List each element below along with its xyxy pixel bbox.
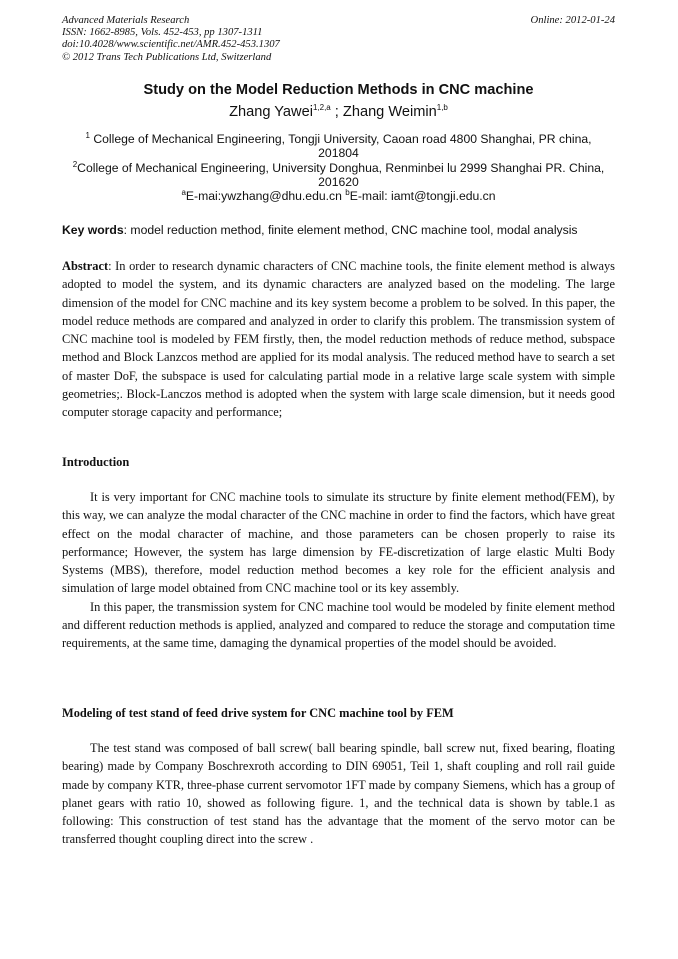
introduction-paragraph-1: It is very important for CNC machine tools to simulate its structure by finite element method(FEM), by this way, we can analyze the modal character of the CNC machine in order to find the factors, which have great effect on the modal character of machine, and those parameters can be chosen properly to raise its performance; However, the system has large dimension by FE-discretization of large elastic Multi Body Systems (MBS), therefore, model reduction method becomes a key role for the efficient analysis and simulation of large model obtained from CNC machine tool or its key assembly. — [62, 490, 615, 596]
author-1: Zhang Yawei — [229, 104, 313, 120]
keywords — [62, 223, 615, 237]
aff1-mark: 1 — [85, 130, 90, 140]
affiliation-2 — [62, 159, 615, 190]
modeling-paragraph-1: The test stand was composed of ball screw( ball bearing spindle, ball screw nut, fixed bearing, floating bearing) made by Company Boschrexroth according to DIN 69051, Teil 1, shaft coupling and roll rail guide made by company KTR, three-phase current servomotor 1FT made by company Siemens, which has a group of planet gears with ratio 10, showed as following figure. 1, and the technical data is shown by table.1 as following: This construction of test stand has the advantage that the moment of the servo motor can be transferred thought coupling direct into the screw . — [62, 741, 615, 847]
affiliation-1 — [62, 130, 615, 161]
aff1-line2: 201804 — [318, 145, 359, 160]
author-separator: ; — [330, 104, 343, 120]
email-b-mark: b — [345, 187, 350, 197]
online-date: Online: 2012-01-24 — [530, 15, 615, 26]
introduction-paragraph-2: In this paper, the transmission system for CNC machine tool would be modeled by finite element method and different reduction methods is applied, analyzed and compared to reduce the storage and computation time requirements, at the same time, damaging the dynamical properties of the model should be avoided. — [62, 599, 615, 651]
author-2-sup: 1,b — [436, 103, 448, 113]
abstract — [62, 257, 615, 421]
author-line — [62, 104, 615, 120]
aff2-line1: College of Mechanical Engineering, University Donghua, Renminbei lu 2999 Shanghai PR. China, — [77, 161, 605, 175]
aff2-line2: 201620 — [318, 174, 359, 189]
section-heading-modeling: Modeling of test stand of feed drive system for CNC machine tool by FEM — [62, 706, 454, 720]
email-a-mark: a — [181, 187, 186, 197]
email-b: E-mail: iamt@tongji.edu.cn — [349, 189, 496, 203]
email-line — [62, 187, 615, 204]
doi-line: doi:10.4028/www.scientific.net/AMR.452-453.1307 — [62, 39, 280, 51]
paper-title: Study on the Model Reduction Methods in CNC machine — [143, 82, 534, 98]
keywords-text: : model reduction method, finite element method, CNC machine tool, modal analysis — [123, 223, 578, 237]
author-1-sup: 1,2,a — [312, 103, 331, 113]
copyright-line: © 2012 Trans Tech Publications Ltd, Switzerland — [62, 51, 272, 63]
abstract-label: Abstract — [62, 259, 109, 273]
introduction-body — [62, 488, 615, 653]
issn-line: ISSN: 1662-8985, Vols. 452-453, pp 1307-1311 — [62, 27, 263, 39]
journal-name: Advanced Materials Research — [62, 15, 190, 26]
email-a: E-mai:ywzhang@dhu.edu.cn — [185, 189, 346, 203]
keywords-label: Key words — [62, 223, 124, 237]
abstract-text: : In order to research dynamic characters of CNC machine tools, the finite element method is always adopted to model the system, and its dynamic characters are analyzed based on the modeling. The large dimension of the model for CNC machine and its key system become a problem to be solved. In this paper, the model reduce methods are compared and analyzed in order to clarify this problem. The transmission system of CNC machine tool is modeled by FEM firstly, then, the model reduction methods of reduce method, subspace method and Block Lanzcos method are applied for its modal analysis. The reduced method have to search a set of master DoF, the subspace is used for calculating partial mode in a relative large scale system with simple geometries;. Block-Lanczos method is adopted when the system with large scale dimension, but it needs good computer storage capacity and performance; — [62, 259, 615, 419]
modeling-body — [62, 739, 615, 849]
author-2: Zhang Weimin — [342, 104, 437, 120]
running-header — [62, 15, 615, 64]
aff1-line1: College of Mechanical Engineering, Tongji University, Caoan road 4800 Shanghai, PR china, — [89, 132, 592, 146]
section-heading-introduction: Introduction — [62, 455, 130, 469]
aff2-mark: 2 — [72, 159, 78, 169]
